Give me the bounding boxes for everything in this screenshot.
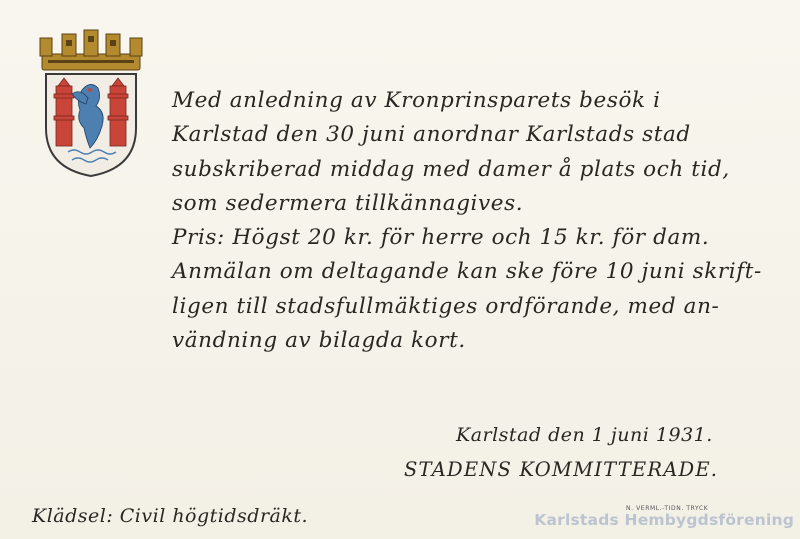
body-line: Pris: Högst 20 kr. för herre och 15 kr. för dam.: [172, 225, 710, 251]
invitation-body: [172, 84, 772, 358]
body-line: Med anledning av Kronprinsparets besök i: [172, 88, 661, 113]
body-line: som sedermera tillkännagives.: [172, 190, 524, 216]
body-line: vändning av bilagda kort.: [172, 328, 466, 354]
signature: STADENS KOMMITTERADE.: [404, 458, 719, 481]
dress-code: Klädsel: Civil högtidsdräkt.: [32, 505, 309, 527]
body-line: subskriberad middag med damer å plats och tid,: [172, 156, 730, 182]
body-line: Anmälan om deltagande kan ske före 10 juni skrift-: [172, 259, 762, 285]
dateline: Karlstad den 1 juni 1931.: [456, 424, 713, 446]
body-line: ligen till stadsfullmäktiges ordförande, med an-: [172, 293, 720, 319]
body-line: Karlstad den 30 juni anordnar Karlstads stad: [172, 122, 691, 148]
coat-of-arms-icon: [32, 28, 150, 178]
printer-mark: N. VERML.-TIDN. TRYCK: [626, 505, 709, 512]
watermark: Karlstads Hembygdsförening: [534, 511, 794, 529]
